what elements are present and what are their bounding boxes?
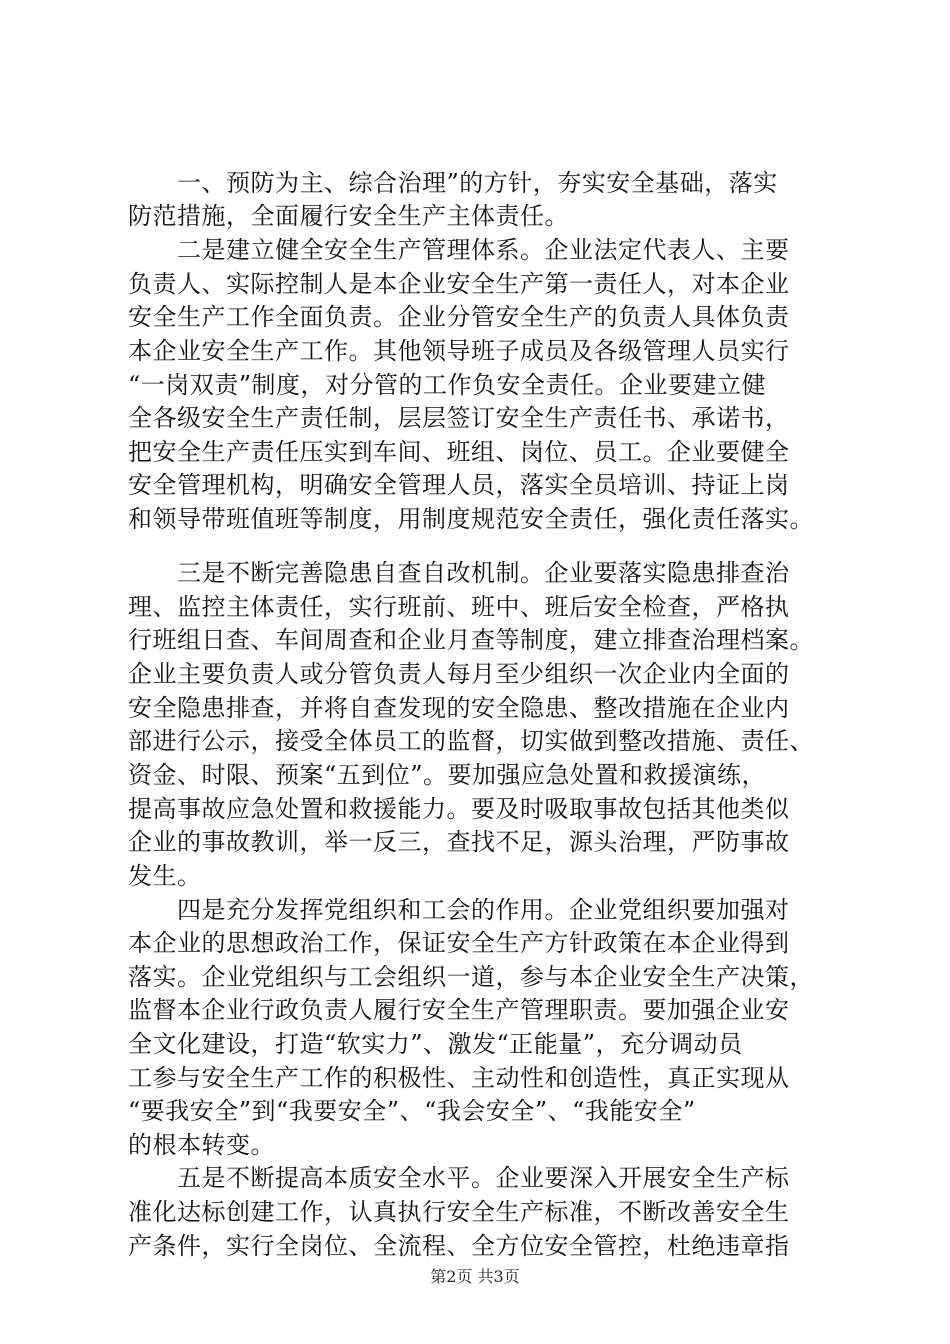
text-line: 五是不断提高本质安全水平。企业要深入开展安全生产标 bbox=[128, 1164, 790, 1192]
text-line: 安全管理机构，明确安全管理人员，落实全员培训、持证上岗 bbox=[128, 471, 790, 499]
text-line: 和领导带班值班等制度，用制度规范安全责任，强化责任落实。 bbox=[128, 505, 814, 533]
text-line: 行班组日查、车间周查和企业月查等制度，建立排查治理档案。 bbox=[128, 626, 814, 654]
text-line: 企业主要负责人或分管负责人每月至少组织一次企业内全面的 bbox=[128, 660, 790, 688]
text-line: 防范措施，全面履行安全生产主体责任。 bbox=[128, 202, 569, 230]
text-line: 安全隐患排查，并将自查发现的安全隐患、整改措施在企业内 bbox=[128, 694, 790, 722]
text-line: 的根本转变。 bbox=[128, 1131, 275, 1159]
text-line: 四是充分发挥党组织和工会的作用。企业党组织要加强对 bbox=[128, 896, 790, 924]
text-line: 产条件，实行全岗位、全流程、全方位安全管控，杜绝违章指 bbox=[128, 1232, 790, 1260]
text-line: 负责人、实际控制人是本企业安全生产第一责任人，对本企业 bbox=[128, 270, 790, 298]
text-line: “一岗双责”制度，对分管的工作负安全责任。企业要建立健 bbox=[128, 371, 767, 399]
text-line: 部进行公示，接受全体员工的监督，切实做到整改措施、责任、 bbox=[128, 727, 814, 755]
text-line: 安全生产工作全面负责。企业分管安全生产的负责人具体负责 bbox=[128, 303, 790, 331]
text-line: 工参与安全生产工作的积极性、主动性和创造性，真正实现从 bbox=[128, 1064, 790, 1092]
text-line: 三是不断完善隐患自查自改机制。企业要落实隐患排查治 bbox=[128, 559, 790, 587]
page-number: 第2页 共3页 bbox=[430, 1267, 520, 1286]
text-line: 提高事故应急处置和救援能力。要及时吸取事故包括其他类似 bbox=[128, 795, 790, 823]
text-line: 资金、时限、预案“五到位”。要加强应急处置和救援演练， bbox=[128, 761, 767, 789]
text-line: 准化达标创建工作，认真执行安全生产标准，不断改善安全生 bbox=[128, 1198, 790, 1226]
text-line: 把安全生产责任压实到车间、班组、岗位、员工。企业要健全 bbox=[128, 438, 790, 466]
text-line: 本企业安全生产工作。其他领导班子成员及各级管理人员实行 bbox=[128, 337, 790, 365]
text-line: 本企业的思想政治工作，保证安全生产方针政策在本企业得到 bbox=[128, 929, 790, 957]
text-line: 落实。企业党组织与工会组织一道，参与本企业安全生产决策， bbox=[128, 963, 814, 991]
text-line: 二是建立健全安全生产管理体系。企业法定代表人、主要 bbox=[128, 236, 790, 264]
text-line: “要我安全”到“我要安全”、“我会安全”、“我能安全” bbox=[128, 1097, 696, 1125]
text-line: 发生。 bbox=[128, 862, 202, 890]
text-line: 企业的事故教训，举一反三，查找不足，源头治理，严防事故 bbox=[128, 828, 790, 856]
text-line: 理、监控主体责任，实行班前、班中、班后安全检查，严格执 bbox=[128, 593, 790, 621]
text-line: 一、预防为主、综合治理”的方针，夯实安全基础，落实 bbox=[128, 169, 778, 197]
text-line: 监督本企业行政负责人履行安全生产管理职责。要加强企业安 bbox=[128, 996, 790, 1024]
text-line: 全文化建设，打造“软实力”、激发“正能量”，充分调动员 bbox=[128, 1030, 743, 1058]
text-line: 全各级安全生产责任制，层层签订安全生产责任书、承诺书， bbox=[128, 404, 790, 432]
